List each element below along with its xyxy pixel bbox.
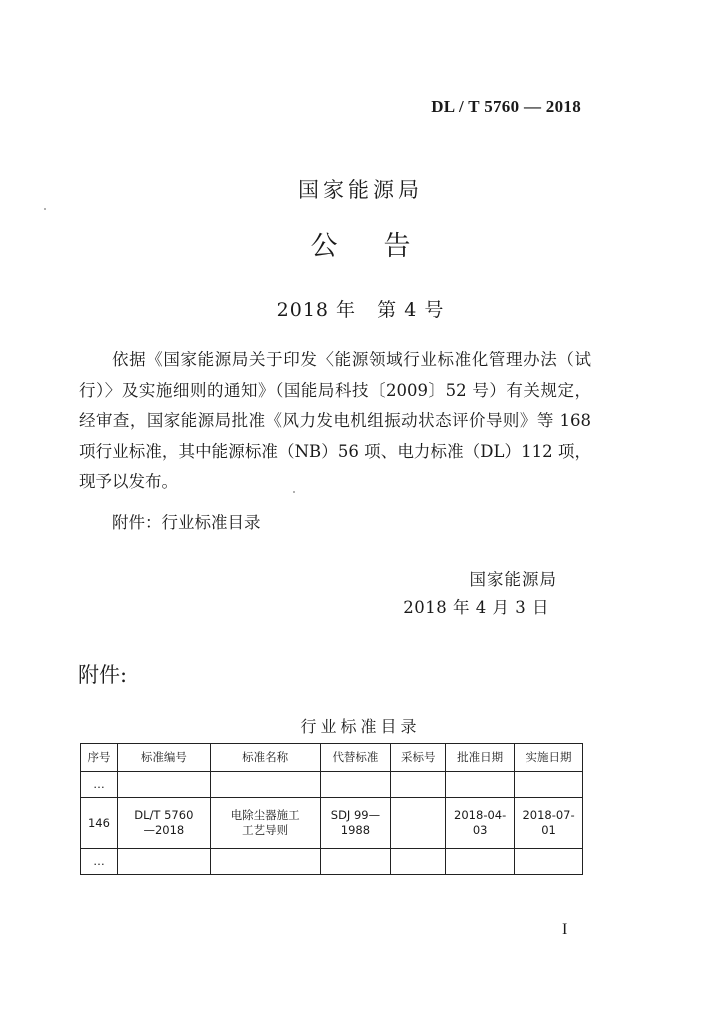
- table-cell: [210, 849, 320, 875]
- table-header-row: [81, 744, 583, 772]
- agency-title: 国家能源局: [298, 178, 423, 202]
- scan-speck: [293, 491, 295, 493]
- annex-label: 附件:: [78, 663, 128, 687]
- signature-agency: 国家能源局: [469, 570, 557, 589]
- table-cell: [515, 849, 583, 875]
- notice-title: 公告: [310, 231, 457, 262]
- table-row: [81, 849, 583, 875]
- table-cell: …: [81, 772, 118, 798]
- column-header: 采标号: [391, 744, 446, 772]
- attachment-line: 附件：行业标准目录: [112, 513, 261, 532]
- table-cell: [515, 772, 583, 798]
- table-cell: [117, 772, 210, 798]
- table-title: 行业标准目录: [300, 717, 421, 736]
- table-cell: SDJ 99—1988: [320, 798, 391, 849]
- table-cell: [210, 772, 320, 798]
- column-header: 代替标准: [320, 744, 391, 772]
- standard-code: DL / T 5760 — 2018: [431, 97, 581, 116]
- signature-date: 2018 年 4 月 3 日: [403, 598, 549, 617]
- column-header: 实施日期: [515, 744, 583, 772]
- table-cell: DL/T 5760—2018: [117, 798, 210, 849]
- table-cell: [117, 849, 210, 875]
- table-cell: [320, 772, 391, 798]
- table-row: [81, 798, 583, 849]
- table-cell: [320, 849, 391, 875]
- notice-number: 2018 年 第 4 号: [276, 299, 445, 321]
- page-number: I: [562, 921, 568, 938]
- table-cell: [391, 798, 446, 849]
- column-header: 批准日期: [446, 744, 515, 772]
- column-header: 序号: [81, 744, 118, 772]
- column-header: 标准编号: [117, 744, 210, 772]
- column-header: 标准名称: [210, 744, 320, 772]
- scan-speck: [44, 208, 46, 210]
- table-cell: [446, 849, 515, 875]
- table-cell: 电除尘器施工工艺导则: [210, 798, 320, 849]
- notice-body: 依据《国家能源局关于印发〈能源领域行业标准化管理办法（试行）〉及实施细则的通知》（国能局科技〔2009〕52 号）有关规定，经审查，国家能源局批准《风力发电机组振动状态评价导则》等 168 项行业标准，其中能源标准（NB）56 项、电力标准（DL）112 项，现予以发布。: [79, 350, 591, 491]
- table-cell: [446, 772, 515, 798]
- table-cell: [391, 772, 446, 798]
- table-cell: …: [81, 849, 118, 875]
- table-cell: [391, 849, 446, 875]
- table-cell: 2018-07-01: [515, 798, 583, 849]
- table-cell: 146: [81, 798, 118, 849]
- standards-table: [80, 743, 583, 875]
- table-cell: 2018-04-03: [446, 798, 515, 849]
- table-row: [81, 772, 583, 798]
